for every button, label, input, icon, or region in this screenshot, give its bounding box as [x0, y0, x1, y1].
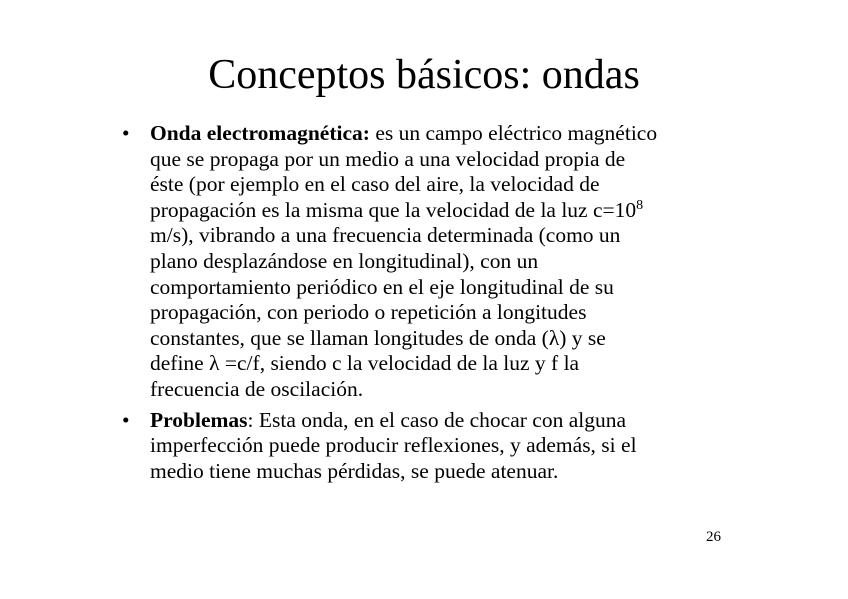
bullet-line [150, 121, 730, 147]
bullet-line: m/s), vibrando a una frecuencia determinada (como un [150, 223, 621, 248]
bullet-text: propagación es la misma que la velocidad de la luz c=10 [150, 197, 637, 222]
bullet-line: medio tiene muchas pérdidas, se puede atenuar. [150, 458, 559, 483]
bullet-line: comportamiento periódico en el eje longitudinal de su [150, 274, 614, 299]
bullet-onda-electromagnetica [120, 121, 730, 403]
bullet-line: propagación, con periodo o repetición a longitudes [150, 300, 587, 325]
page-number: 26 [706, 529, 721, 545]
bullet-line: que se propaga por un medio a una velocidad propia de [150, 146, 626, 171]
exponent: 8 [636, 197, 644, 213]
bullet-line: plano desplazándose en longitudinal), con un [150, 248, 539, 273]
bullet-term: Problemas [150, 407, 248, 432]
bullet-line [150, 408, 730, 434]
bullet-point-icon: • [122, 407, 130, 432]
bullet-line: imperfección puede producir reflexiones, y además, si el [150, 433, 637, 458]
bullet-text: : Esta onda, en el caso de chocar con alguna [247, 407, 627, 432]
bullet-line: frecuencia de oscilación. [150, 376, 364, 401]
bullet-text: es un campo eléctrico magnético [369, 121, 658, 145]
bullet-problemas [120, 408, 730, 485]
bullet-line [150, 198, 730, 224]
bullet-list [120, 121, 730, 489]
bullet-point-icon: • [122, 121, 130, 145]
slide-title: Conceptos básicos: ondas [208, 52, 640, 98]
bullet-line: define λ =c/f, siendo c la velocidad de la luz y f la [150, 351, 580, 376]
bullet-line: constantes, que se llaman longitudes de onda (λ) y se [150, 325, 606, 350]
bullet-line: éste (por ejemplo en el caso del aire, la velocidad de [150, 172, 600, 197]
bullet-term: Onda electromagnética: [150, 121, 370, 145]
